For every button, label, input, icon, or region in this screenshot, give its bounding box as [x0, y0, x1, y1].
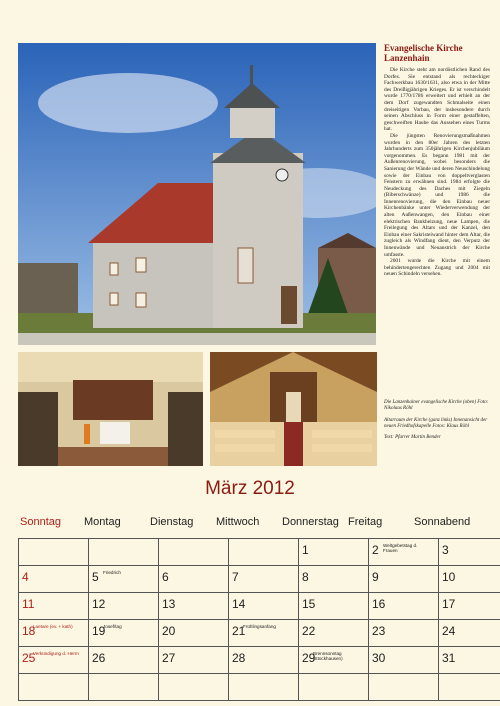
- calendar-day-cell: [369, 674, 439, 701]
- calendar-day-cell: [229, 566, 299, 593]
- day-note: Verkündigung d. Herrn: [33, 651, 79, 656]
- calendar-week-row: [19, 620, 500, 647]
- day-number: 9: [372, 570, 379, 584]
- day-number: 20: [162, 624, 176, 638]
- month-title: März 2012: [205, 478, 295, 499]
- calendar-grid: [18, 538, 500, 701]
- calendar-day-cell: [19, 539, 89, 566]
- day-number: 30: [372, 651, 386, 665]
- day-number: 13: [162, 597, 176, 611]
- article-paragraph: Die jüngsten Renovierungsmaßnahmen wurden in den 80er Jahren des letzten Jahrhunderts zum 350jährigen Kirchenjubiläum vorgenommen. Es begann 1981 mit der Außenrenovierung, wobei besonders die Sanierung der Wände und deren Neuschindelung sowie der Einbau von doppeltverglasten Fenstern zu erwähnen sind. 1984 erfolgte die Neudeckung des Daches mit Ziegeln (Biberschwänze) und 1986 die Innenrenovierung, die den Einbau neuer Kirchenbänke unter Wiederverwendung der alten Außenwangen, den Einbau einer elektrischen Bankheizung, neue Lampen, die Freilegung des Altars und der Kanzel, den Einbau einer Sakristeiwand hinter dem Altar, die zugleich als Windfang dient, den Verputz der Innenwände und Neuanstrich der Kirche umfasste.: [384, 132, 490, 258]
- calendar-day-cell: [19, 620, 89, 647]
- calendar-day-cell: [229, 647, 299, 674]
- article-title-line2: Lanzenhain: [384, 53, 430, 63]
- weekday-monday: Montag: [84, 516, 121, 528]
- day-number: 18: [22, 624, 36, 638]
- calendar-week-row: [19, 593, 500, 620]
- day-note: Josef/tag: [103, 624, 122, 629]
- altar-photo: [18, 352, 203, 466]
- day-number: 19: [92, 624, 106, 638]
- calendar-day-cell: [159, 593, 229, 620]
- day-number: 2: [372, 543, 379, 557]
- calendar-day-cell: [439, 539, 500, 566]
- photo-captions: [384, 400, 490, 446]
- day-number: 8: [302, 570, 309, 584]
- calendar-day-cell: [19, 566, 89, 593]
- calendar-day-cell: [439, 620, 500, 647]
- calendar-day-cell: [89, 620, 159, 647]
- day-number: 10: [442, 570, 456, 584]
- article-paragraph: 2001 wurde die Kirche mit einem behindertengerechten Zugang und 2004 mit neuen Schindeln versehen.: [384, 258, 490, 278]
- weekday-header: [18, 516, 481, 532]
- article: [384, 43, 490, 278]
- calendar-day-cell: [369, 620, 439, 647]
- calendar-day-cell: [369, 593, 439, 620]
- day-number: 28: [232, 651, 246, 665]
- day-number: 7: [232, 570, 239, 584]
- day-number: 4: [22, 570, 29, 584]
- day-number: 6: [162, 570, 169, 584]
- day-number: 15: [302, 597, 316, 611]
- calendar-day-cell: [299, 593, 369, 620]
- day-number: 17: [442, 597, 456, 611]
- calendar-day-cell: [89, 593, 159, 620]
- day-note: Weltgebetstag d. Frauen: [383, 543, 418, 553]
- calendar-day-cell: [369, 566, 439, 593]
- day-number: 26: [92, 651, 106, 665]
- day-number: 29: [302, 651, 316, 665]
- calendar-day-cell: [159, 566, 229, 593]
- day-number: 27: [162, 651, 176, 665]
- calendar-day-cell: [369, 539, 439, 566]
- calendar-day-cell: [89, 647, 159, 674]
- calendar-day-cell: [299, 566, 369, 593]
- weekday-sunday: Sonntag: [20, 516, 61, 528]
- calendar-week-row: [19, 674, 500, 701]
- day-number: 3: [442, 543, 449, 557]
- calendar-day-cell: [19, 674, 89, 701]
- calendar-day-cell: [439, 566, 500, 593]
- calendar-day-cell: [159, 539, 229, 566]
- article-title-line1: Evangelische Kirche: [384, 43, 463, 53]
- day-note: Brennsonntag (Stockhausen): [313, 651, 343, 661]
- calendar-day-cell: [229, 620, 299, 647]
- day-number: 16: [372, 597, 386, 611]
- weekday-saturday: Sonnabend: [414, 516, 471, 528]
- day-number: 21: [232, 624, 246, 638]
- day-note: Friedrich: [103, 570, 121, 575]
- calendar-week-row: [19, 647, 500, 674]
- article-paragraph: Die Kirche steht am nordöstlichen Rand des Dorfes. Sie entstand als rechteckiger Fachwerkbau 1630/1631, also etwa in der Mitte des Dreißigjährigen Krieges. Er ist verschindelt wurde 1770/1786 erweitert und erhielt an der dem Dorf zugewandten Schmalseite einen dreiseitigen Vorbau, der insbesondere durch seinen Abschluss in Form einer gestaffelten, geschweiften Haube das Aussehen eines Turms hat.: [384, 67, 490, 133]
- calendar-day-cell: [89, 674, 159, 701]
- day-number: 5: [92, 570, 99, 584]
- day-number: 1: [302, 543, 309, 557]
- weekday-friday: Freitag: [348, 516, 383, 528]
- calendar-day-cell: [19, 593, 89, 620]
- calendar-day-cell: [159, 647, 229, 674]
- day-number: 23: [372, 624, 386, 638]
- article-title: [384, 43, 490, 63]
- caption: Altarraum der Kirche (ganz links) Innenansicht der neuen Friedhofskapelle Fotos: Klaus Röhl: [384, 417, 488, 429]
- weekday-thursday: Donnerstag: [282, 516, 339, 528]
- calendar-day-cell: [299, 620, 369, 647]
- day-number: 25: [22, 651, 36, 665]
- chapel-interior-photo: [210, 352, 377, 466]
- calendar-day-cell: [19, 647, 89, 674]
- calendar-week-row: [19, 539, 500, 566]
- weekday-tuesday: Dienstag: [150, 516, 194, 528]
- day-number: 14: [232, 597, 246, 611]
- day-number: 11: [22, 597, 35, 611]
- calendar-day-cell: [159, 620, 229, 647]
- caption: Text: Pfarrer Martin Bender: [384, 435, 441, 441]
- calendar-day-cell: [299, 674, 369, 701]
- calendar-day-cell: [439, 674, 500, 701]
- calendar-day-cell: [439, 647, 500, 674]
- caption: Die Lanzenhainer evangelische Kirche (oben) Foto: Nikolaus Röhl: [384, 400, 489, 412]
- weekday-wednesday: Mittwoch: [216, 516, 260, 528]
- day-number: 31: [442, 651, 456, 665]
- calendar-day-cell: [89, 539, 159, 566]
- calendar-day-cell: [159, 674, 229, 701]
- day-note: Laetare (ev. + kath): [33, 624, 73, 629]
- calendar-week-row: [19, 566, 500, 593]
- church-photo: [18, 43, 376, 345]
- calendar-day-cell: [439, 593, 500, 620]
- calendar-day-cell: [229, 593, 299, 620]
- calendar-day-cell: [229, 539, 299, 566]
- calendar-day-cell: [299, 539, 369, 566]
- calendar-day-cell: [229, 674, 299, 701]
- calendar-day-cell: [299, 647, 369, 674]
- day-number: 12: [92, 597, 106, 611]
- calendar-day-cell: [369, 647, 439, 674]
- day-number: 22: [302, 624, 316, 638]
- day-note: Frühlingsanfang: [243, 624, 276, 629]
- day-number: 24: [442, 624, 456, 638]
- calendar-day-cell: [89, 566, 159, 593]
